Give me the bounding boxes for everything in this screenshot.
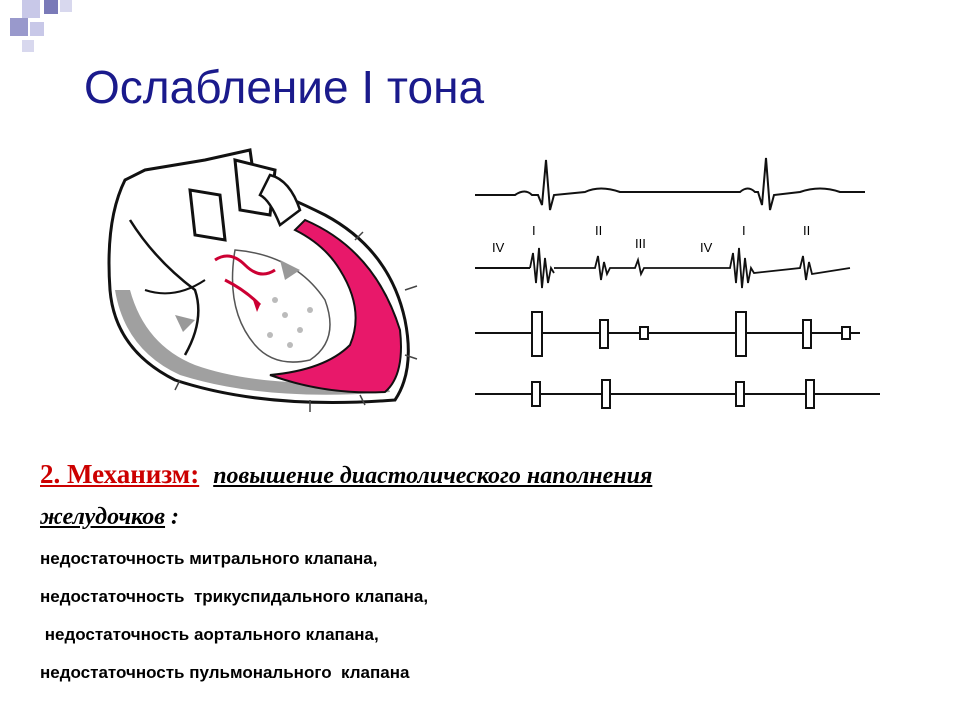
corner-decoration xyxy=(0,0,80,60)
list-item: недостаточность трикуспидального клапана, xyxy=(40,587,429,606)
wave-label-IV-2: IV xyxy=(700,240,713,255)
page-title: Ослабление I тона xyxy=(84,61,485,113)
phonocardiogram xyxy=(470,150,890,435)
mechanism-text: повышение диастолического наполнения xyxy=(213,463,653,489)
wave-label-I-2: I xyxy=(742,223,746,238)
wave-label-I: I xyxy=(532,223,536,238)
wave-label-III: III xyxy=(635,236,646,251)
mechanism-block xyxy=(40,455,900,539)
condition-list xyxy=(40,540,840,692)
list-item: недостаточность аортального клапана, xyxy=(40,625,379,644)
wave-label-II: II xyxy=(595,223,603,238)
list-item: недостаточность митрального клапана, xyxy=(40,549,378,568)
mechanism-text-2: желудочков xyxy=(40,504,166,530)
wave-label-IV: IV xyxy=(492,240,505,255)
wave-label-II-2: II xyxy=(803,223,811,238)
mechanism-colon: : xyxy=(165,504,180,530)
mechanism-label: 2. Механизм: xyxy=(40,459,200,489)
heart-illustration xyxy=(85,140,430,415)
list-item: недостаточность пульмонального клапана xyxy=(40,663,410,682)
